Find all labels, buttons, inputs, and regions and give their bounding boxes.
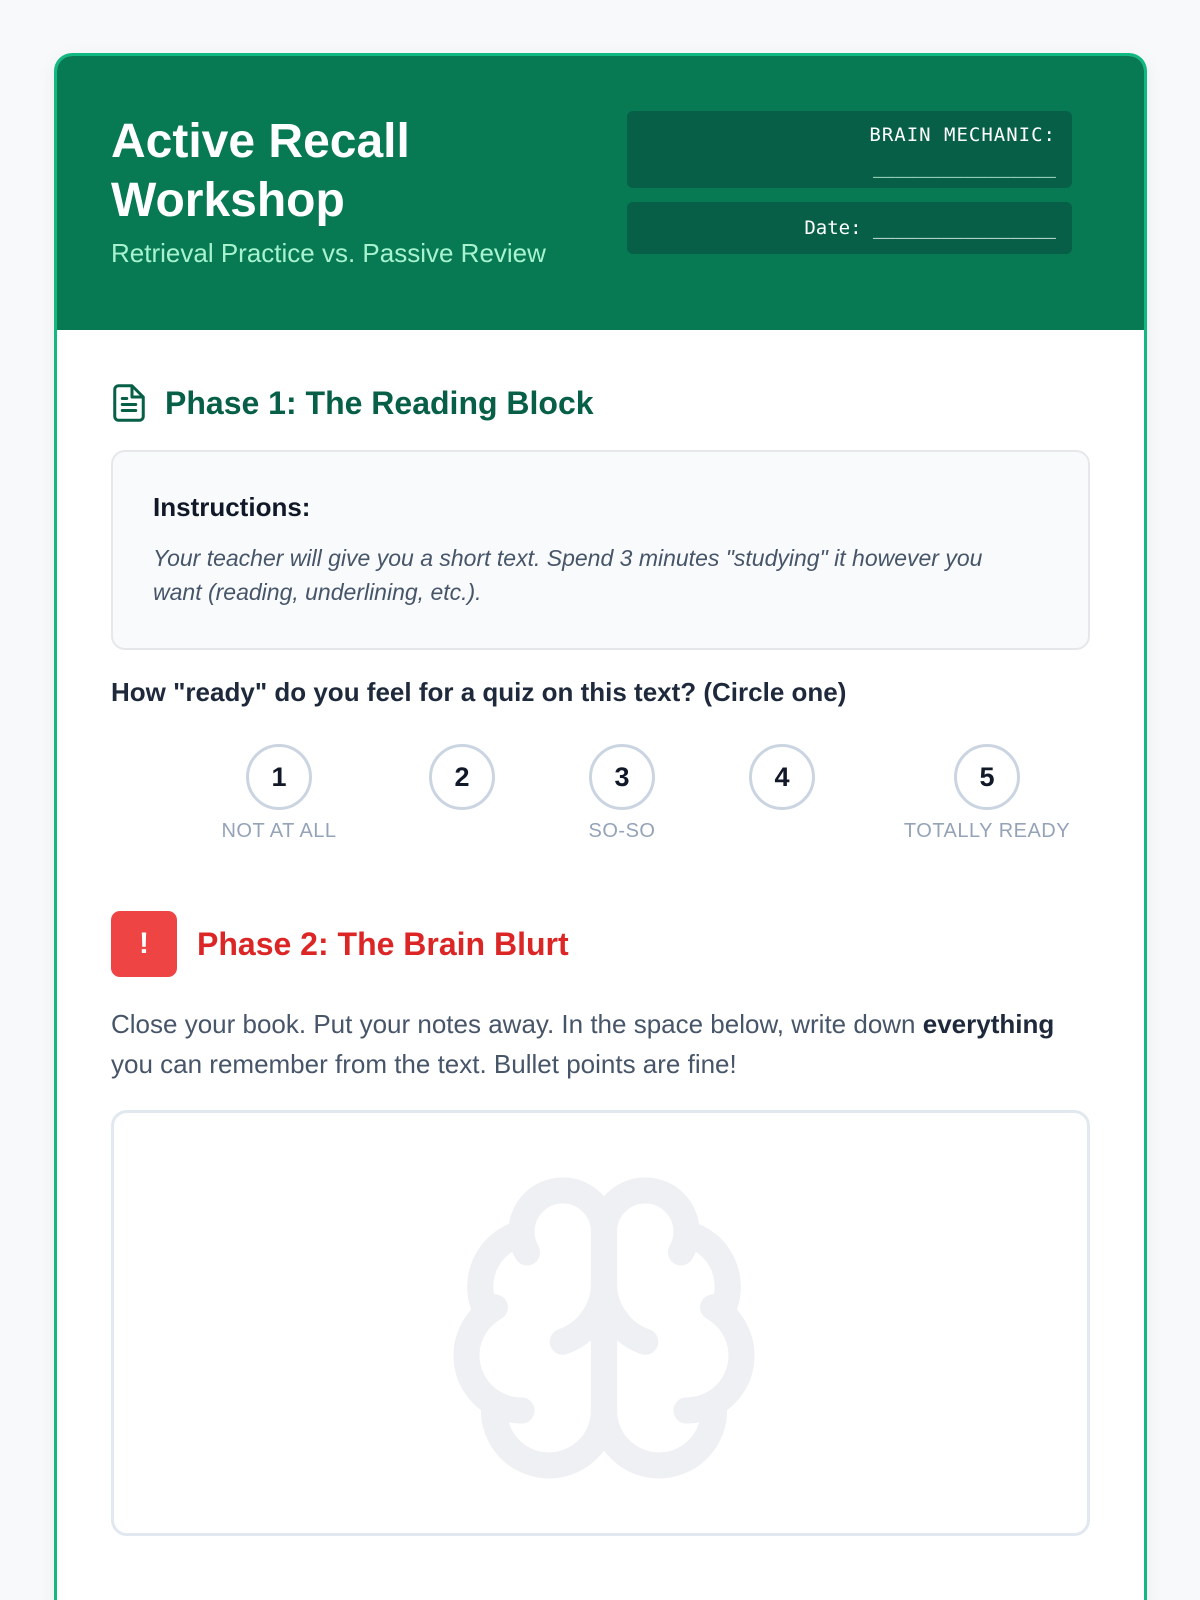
brain-mechanic-line: ________________	[872, 156, 1056, 178]
brain-icon	[439, 1163, 769, 1493]
alert-icon: !	[111, 911, 177, 977]
worksheet-subtitle: Retrieval Practice vs. Passive Review	[111, 238, 546, 268]
phase2-title: Phase 2: The Brain Blurt	[197, 925, 569, 962]
worksheet-header	[57, 56, 1144, 330]
brain-mechanic-label: BRAIN MECHANIC:	[869, 124, 1056, 146]
document-icon	[111, 383, 147, 423]
date-field[interactable]	[627, 202, 1072, 254]
rating-circle[interactable]: 4	[749, 744, 815, 810]
rating-option-5[interactable]	[887, 744, 1087, 843]
brain-mechanic-field[interactable]	[627, 111, 1072, 188]
rating-circle[interactable]: 1	[246, 744, 312, 810]
phase1-title: Phase 1: The Reading Block	[165, 384, 594, 421]
readiness-question: How "ready" do you feel for a quiz on this text? (Circle one)	[111, 677, 847, 707]
rating-caption: NOT AT ALL	[221, 820, 337, 842]
prompt-text-end: you can remember from the text. Bullet points are fine!	[111, 1049, 737, 1079]
rating-circle[interactable]: 2	[429, 744, 495, 810]
brain-blurt-prompt	[111, 1004, 1071, 1084]
rating-caption: SO-SO	[588, 820, 656, 842]
phase1-heading	[111, 381, 594, 425]
rating-option-4[interactable]	[682, 744, 882, 820]
rating-circle[interactable]: 3	[589, 744, 655, 810]
instructions-label: Instructions:	[153, 492, 311, 522]
rating-caption: TOTALLY READY	[903, 820, 1071, 842]
instructions-box	[111, 450, 1090, 650]
prompt-text-start: Close your book. Put your notes away. In the space below, write down	[111, 1009, 923, 1039]
date-label: Date: ________________	[804, 217, 1056, 239]
rating-circle[interactable]: 5	[954, 744, 1020, 810]
brain-blurt-writing-area[interactable]	[111, 1110, 1090, 1536]
worksheet-card	[54, 53, 1147, 1600]
phase2-heading	[111, 911, 569, 977]
rating-option-1[interactable]	[179, 744, 379, 843]
instructions-text: Your teacher will give you a short text. Spend 3 minutes "studying" it however you want (reading, underlining, etc.).	[153, 545, 983, 605]
prompt-emphasis: everything	[922, 1009, 1055, 1039]
worksheet-title: Active Recall Workshop	[111, 115, 410, 227]
